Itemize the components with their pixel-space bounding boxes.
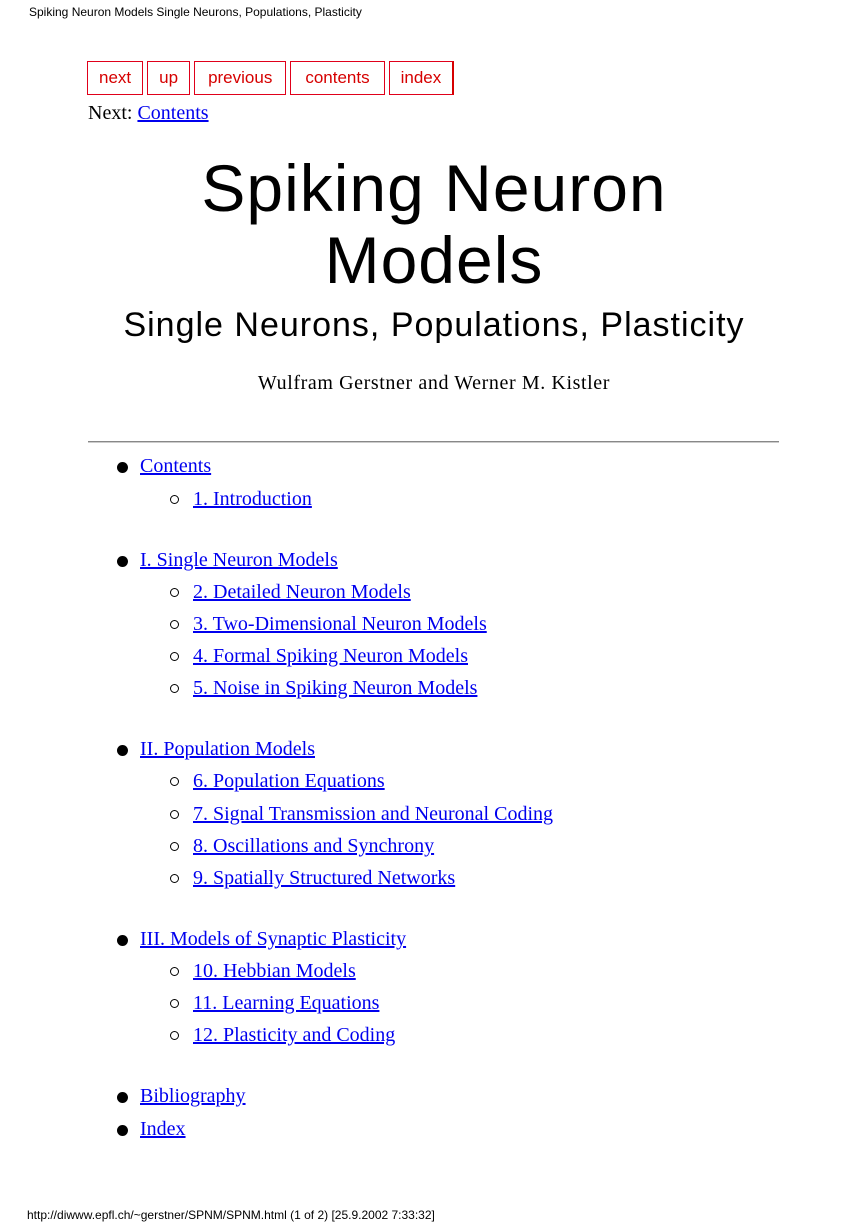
- circle-bullet-icon: [170, 999, 179, 1008]
- next-label: Next:: [88, 102, 133, 124]
- print-footer-url: http://diwww.epfl.ch/~gerstner/SPNM/SPNM.html (1 of 2) [25.9.2002 7:33:32]: [27, 1208, 435, 1222]
- toc-part-2-link[interactable]: II. Population Models: [140, 738, 315, 760]
- next-navigation: [88, 102, 209, 125]
- toc-chapter-11-link[interactable]: 11. Learning Equations: [193, 992, 380, 1014]
- circle-bullet-icon: [170, 620, 179, 629]
- print-header-title: Spiking Neuron Models Single Neurons, Populations, Plasticity: [29, 5, 362, 19]
- toc-chapter-9-link[interactable]: 9. Spatially Structured Networks: [193, 867, 456, 889]
- bullet-icon: [117, 462, 128, 473]
- next-contents-link[interactable]: Contents: [137, 102, 209, 124]
- toc-part-3-link[interactable]: III. Models of Synaptic Plasticity: [140, 928, 407, 950]
- bullet-icon: [117, 1092, 128, 1103]
- toc-contents-link[interactable]: Contents: [140, 455, 212, 477]
- up-button[interactable]: up: [147, 61, 190, 95]
- next-button[interactable]: next: [87, 61, 143, 95]
- previous-button[interactable]: previous: [194, 61, 286, 95]
- toc-chapter-6-link[interactable]: 6. Population Equations: [193, 770, 385, 792]
- circle-bullet-icon: [170, 842, 179, 851]
- toc-chapter-3-link[interactable]: 3. Two-Dimensional Neuron Models: [193, 613, 487, 635]
- circle-bullet-icon: [170, 1031, 179, 1040]
- circle-bullet-icon: [170, 777, 179, 786]
- toc-chapter-5-link[interactable]: 5. Noise in Spiking Neuron Models: [193, 677, 478, 699]
- circle-bullet-icon: [170, 967, 179, 976]
- toc-chapter-2-link[interactable]: 2. Detailed Neuron Models: [193, 581, 411, 603]
- page-title: [0, 152, 868, 296]
- page-title-line-1: Spiking Neuron: [201, 151, 667, 225]
- navigation-bar: [87, 61, 458, 95]
- contents-button[interactable]: contents: [290, 61, 384, 95]
- toc-chapter-10-link[interactable]: 10. Hebbian Models: [193, 960, 356, 982]
- circle-bullet-icon: [170, 684, 179, 693]
- index-button[interactable]: index: [389, 61, 455, 95]
- toc-chapter-12-link[interactable]: 12. Plasticity and Coding: [193, 1024, 396, 1046]
- circle-bullet-icon: [170, 810, 179, 819]
- circle-bullet-icon: [170, 874, 179, 883]
- toc-part-1-link[interactable]: I. Single Neuron Models: [140, 549, 338, 571]
- toc-chapter-1-link[interactable]: 1. Introduction: [193, 488, 312, 510]
- toc-chapter-4-link[interactable]: 4. Formal Spiking Neuron Models: [193, 645, 468, 667]
- bullet-icon: [117, 1125, 128, 1136]
- authors: Wulfram Gerstner and Werner M. Kistler: [257, 372, 611, 394]
- toc-bibliography-link[interactable]: Bibliography: [140, 1085, 246, 1107]
- bullet-icon: [117, 745, 128, 756]
- toc-index-link[interactable]: Index: [140, 1118, 186, 1140]
- horizontal-divider: [88, 441, 779, 443]
- circle-bullet-icon: [170, 652, 179, 661]
- circle-bullet-icon: [170, 495, 179, 504]
- bullet-icon: [117, 556, 128, 567]
- toc-chapter-8-link[interactable]: 8. Oscillations and Synchrony: [193, 835, 435, 857]
- toc-chapter-7-link[interactable]: 7. Signal Transmission and Neuronal Coding: [193, 803, 554, 825]
- page-title-line-2: Models: [324, 223, 544, 297]
- bullet-icon: [117, 935, 128, 946]
- page-subtitle: Single Neurons, Populations, Plasticity: [123, 306, 745, 344]
- circle-bullet-icon: [170, 588, 179, 597]
